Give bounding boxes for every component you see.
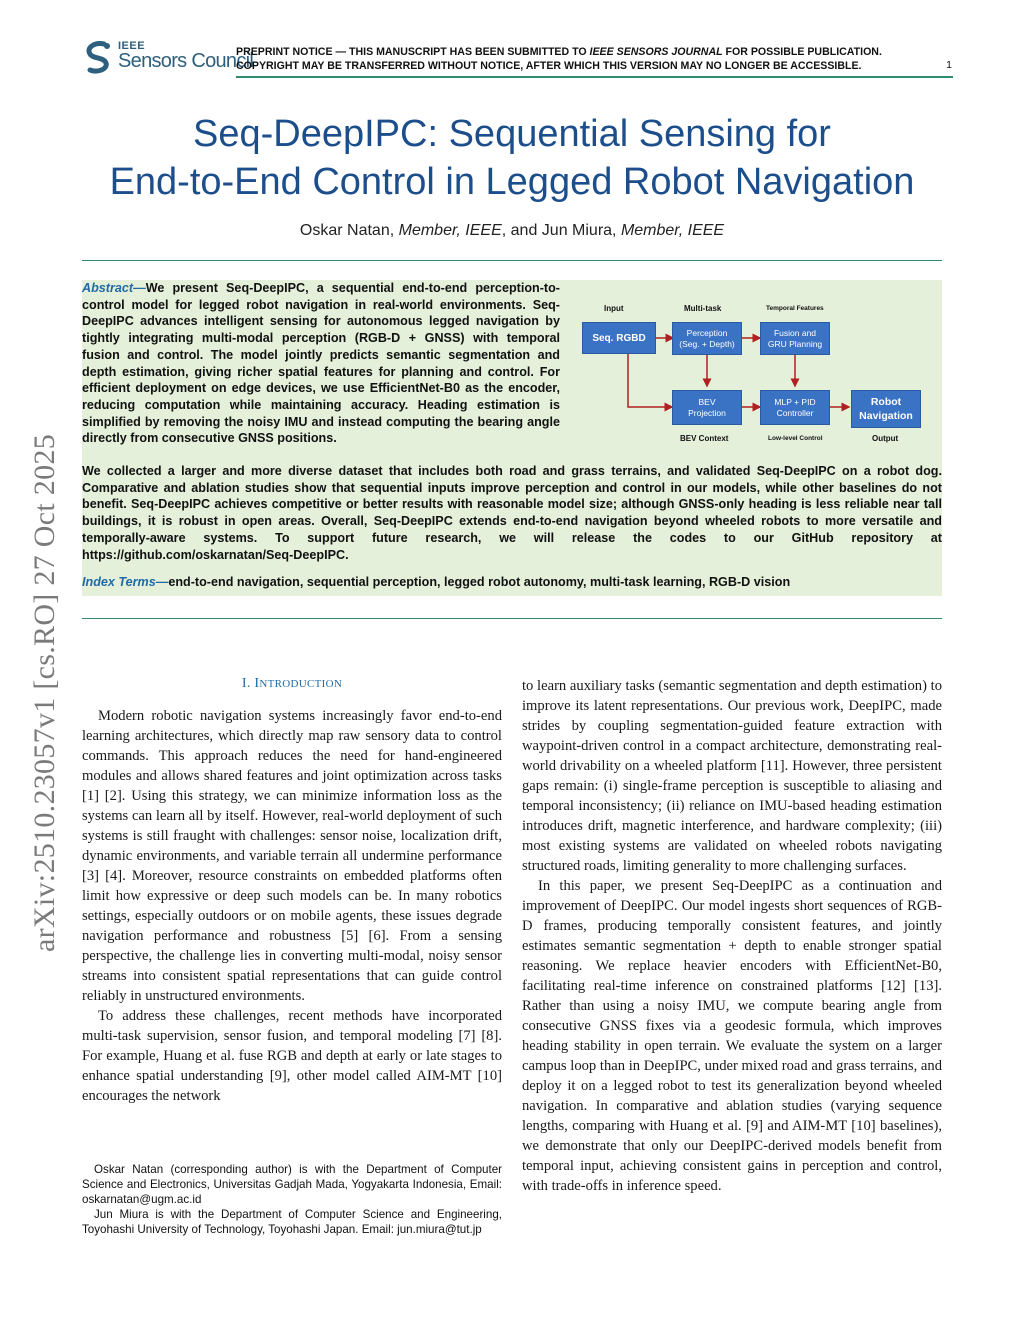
- abstract-label: Abstract—: [82, 281, 146, 295]
- column-right: [522, 676, 942, 1196]
- author-2-role: Member, IEEE: [620, 222, 725, 239]
- paper-title: [60, 110, 964, 206]
- arxiv-stamp: [24, 372, 64, 952]
- abstract-divider: [82, 618, 942, 619]
- label-output: Output: [872, 434, 899, 443]
- sensors-swirl-icon: [82, 40, 114, 74]
- section-initial: I: [254, 676, 260, 691]
- section-heading: [82, 676, 502, 692]
- index-terms-text: end-to-end navigation, sequential perception, legged robot autonomy, multi-task learning, RGB-D vision: [168, 575, 791, 589]
- arxiv-stamp-text: arXiv:2510.23057v1 [cs.RO] 27 Oct 2025: [28, 433, 61, 952]
- logo-council-text: Sensors Council: [118, 50, 254, 72]
- footnote-1: Oskar Natan (corresponding author) is with the Department of Computer Science and Electronics, Universitas Gadjah Mada, Yogyakarta Indonesia, Email: oskarnatan@ugm.ac.id: [82, 1163, 502, 1206]
- preprint-notice: [236, 45, 952, 73]
- abstract-narrow-text: We present Seq-DeepIPC, a sequential end-to-end perception-to-control model for legged robot navigation in real-world environments. Seq-DeepIPC advances intelligent sensing for autonomous legged navigation by tightly integrating multi-modal perception (RGB-D + GNSS) with temporal fusion and control. The model jointly predicts semantic segmentation and depth estimation, giving richer spatial features for planning and control. For efficient deployment on edge devices, we use EfficientNet-B0 as the encoder, reducing computation while maintaining accuracy. Heading estimation is simplified by removing the noisy IMU and instead computing the bearing angle directly from consecutive GNSS positions.: [82, 281, 560, 446]
- paragraph: To address these challenges, recent methods have incorporated multi-task supervision, sensor fusion, and temporal modeling [7] [8]. For example, Huang et al. fuse RGB and depth at early or late stages to enhance spatial understanding [9], other model called AIM-MT [10] encourages the network: [82, 1008, 502, 1104]
- index-terms: [82, 574, 942, 591]
- author-1-role: Member, IEEE: [398, 222, 502, 239]
- box-perception: Perception (Seg. + Depth): [672, 322, 742, 355]
- author-1: Oskar Natan,: [299, 222, 399, 239]
- box-seq-rgbd: Seq. RGBD: [582, 322, 656, 354]
- notice-line-2: COPYRIGHT MAY BE TRANSFERRED WITHOUT NOTICE, AFTER WHICH THIS VERSION MAY NO LONGER BE ACCESSIBLE.: [236, 60, 862, 72]
- abstract-narrow: [82, 280, 560, 447]
- paragraph: In this paper, we present Seq-DeepIPC as a continuation and improvement of DeepIPC. Our model ingests short sequences of RGB-D frames, producing temporally consistent features, and jointly estimates semantic segmentation + depth to enable stronger spatial reasoning. We replace heavier encoders with EfficientNet-B0, facilitating real-time inference on constrained platforms [12] [13]. Rather than using a noisy IMU, we compute bearing angle from consecutive GNSS fixes via a geodesic formula, which improves heading stability in open terrain. We evaluate the system on a larger campus loop than in DeepIPC, under mixed road and grass terrains, and deploy it on a legged robot to test its generalization beyond wheeled navigation. In comparative and ablation studies (varying sequence lengths, comparing with Huang et al. [9] and AIM-MT [10] baselines), we demonstrate that only our DeepIPC-derived models benefit from temporal input, achieving consistent gains in perception and control, with trade-offs in inference speed.: [522, 878, 942, 1194]
- paragraph: to learn auxiliary tasks (semantic segmentation and depth estimation) to improve its latent representations. Our previous work, DeepIPC, made strides by coupling segmentation-guided feature extraction with waypoint-driven control in a compact architecture, demonstrating real-world drivability on a wheeled platform [11]. However, three persistent gaps remain: (i) single-frame perception is susceptible to aliasing and temporal inconsistency; (ii) reliance on IMU-based heading estimation introduces drift, magnetic interference, and hardware complexity; (iii) most existing systems are validated on wheeled robots navigating structured roads, limiting generality to more challenging surfaces.: [522, 678, 942, 874]
- label-multitask: Multi-task: [684, 304, 722, 313]
- box-robot-navigation: Robot Navigation: [851, 390, 921, 428]
- section-title-rest: NTRODUCTION: [259, 678, 343, 690]
- title-line-1: Seq-DeepIPC: Sequential Sensing for: [193, 113, 831, 155]
- notice-line-1: [236, 45, 952, 59]
- label-lowlevel: Low-level Control: [768, 435, 823, 442]
- box-bev: BEV Projection: [672, 390, 742, 425]
- footnote-2: Jun Miura is with the Department of Computer Science and Engineering, Toyohashi University of Technology, Toyohashi Japan. Email: jun.miura@tut.jp: [82, 1208, 502, 1236]
- arrow-rgbd-bev: [628, 352, 672, 407]
- footnote: [82, 1162, 502, 1237]
- label-input: Input: [604, 304, 624, 313]
- title-line-2: End-to-End Control in Legged Robot Navigation: [109, 161, 915, 203]
- index-terms-label: Index Terms—: [82, 575, 169, 589]
- page-number: 1: [946, 59, 952, 71]
- author-line: [60, 222, 964, 240]
- author-2: , and Jun Miura,: [501, 222, 621, 239]
- paragraph: Modern robotic navigation systems increasingly favor end-to-end learning architectures, which directly map raw sensory data to control commands. This approach reduces the need for hand-engineered modules and allows shared features and joint optimization across tasks [1] [2]. Using this strategy, we can minimize information loss as the systems can learn all by itself. However, real-world deployment of such systems is still fraught with challenges: sensor noise, localization drift, dynamic environments, and variable terrain all undermine performance [3] [4]. Moreover, resource constraints on embedded platforms often limit how expressive or deep such models can be. In many robotics settings, especially outdoors or on mobile agents, these issues degrade navigation performance and robustness [5] [6]. From a sensing perspective, the challenge lies in converting multi-modal, noisy sensor streams into consistent spatial representations that can guide control reliably in unstructured environments.: [82, 708, 502, 1004]
- abstract-wide-text: We collected a larger and more diverse dataset that includes both road and grass terrains, and validated Seq-DeepIPC on a robot dog. Comparative and ablation studies show that sequential inputs improve perception and control in our models, while other baselines do not benefit. Seq-DeepIPC achieves competitive or better results with reasonable model size; although GNSS-only heading is less reliable near tall buildings, it is robust in open areas. Overall, Seq-DeepIPC extends end-to-end navigation beyond wheeled robots to more versatile and temporally-aware systems. To support future research, we will release the codes to our GitHub repository at https://github.com/oskarnatan/Seq-DeepIPC.: [82, 464, 942, 562]
- ieee-sensors-council-logo: [82, 40, 254, 74]
- box-fusion: Fusion and GRU Planning: [760, 322, 830, 355]
- header-divider: [236, 76, 953, 78]
- architecture-diagram: [576, 300, 936, 450]
- section-numeral: I.: [241, 676, 255, 691]
- logo-ieee-text: IEEE: [118, 40, 146, 52]
- column-left: [82, 706, 502, 1106]
- label-bev-context: BEV Context: [680, 434, 729, 443]
- notice-line-1-b: FOR POSSIBLE PUBLICATION.: [722, 46, 882, 58]
- label-temporal: Temporal Features: [766, 305, 824, 312]
- title-divider: [82, 260, 942, 261]
- box-mlp: MLP + PID Controller: [760, 390, 830, 425]
- notice-journal: IEEE SENSORS JOURNAL: [589, 46, 723, 58]
- notice-line-1-a: PREPRINT NOTICE — THIS MANUSCRIPT HAS BEEN SUBMITTED TO: [236, 46, 590, 58]
